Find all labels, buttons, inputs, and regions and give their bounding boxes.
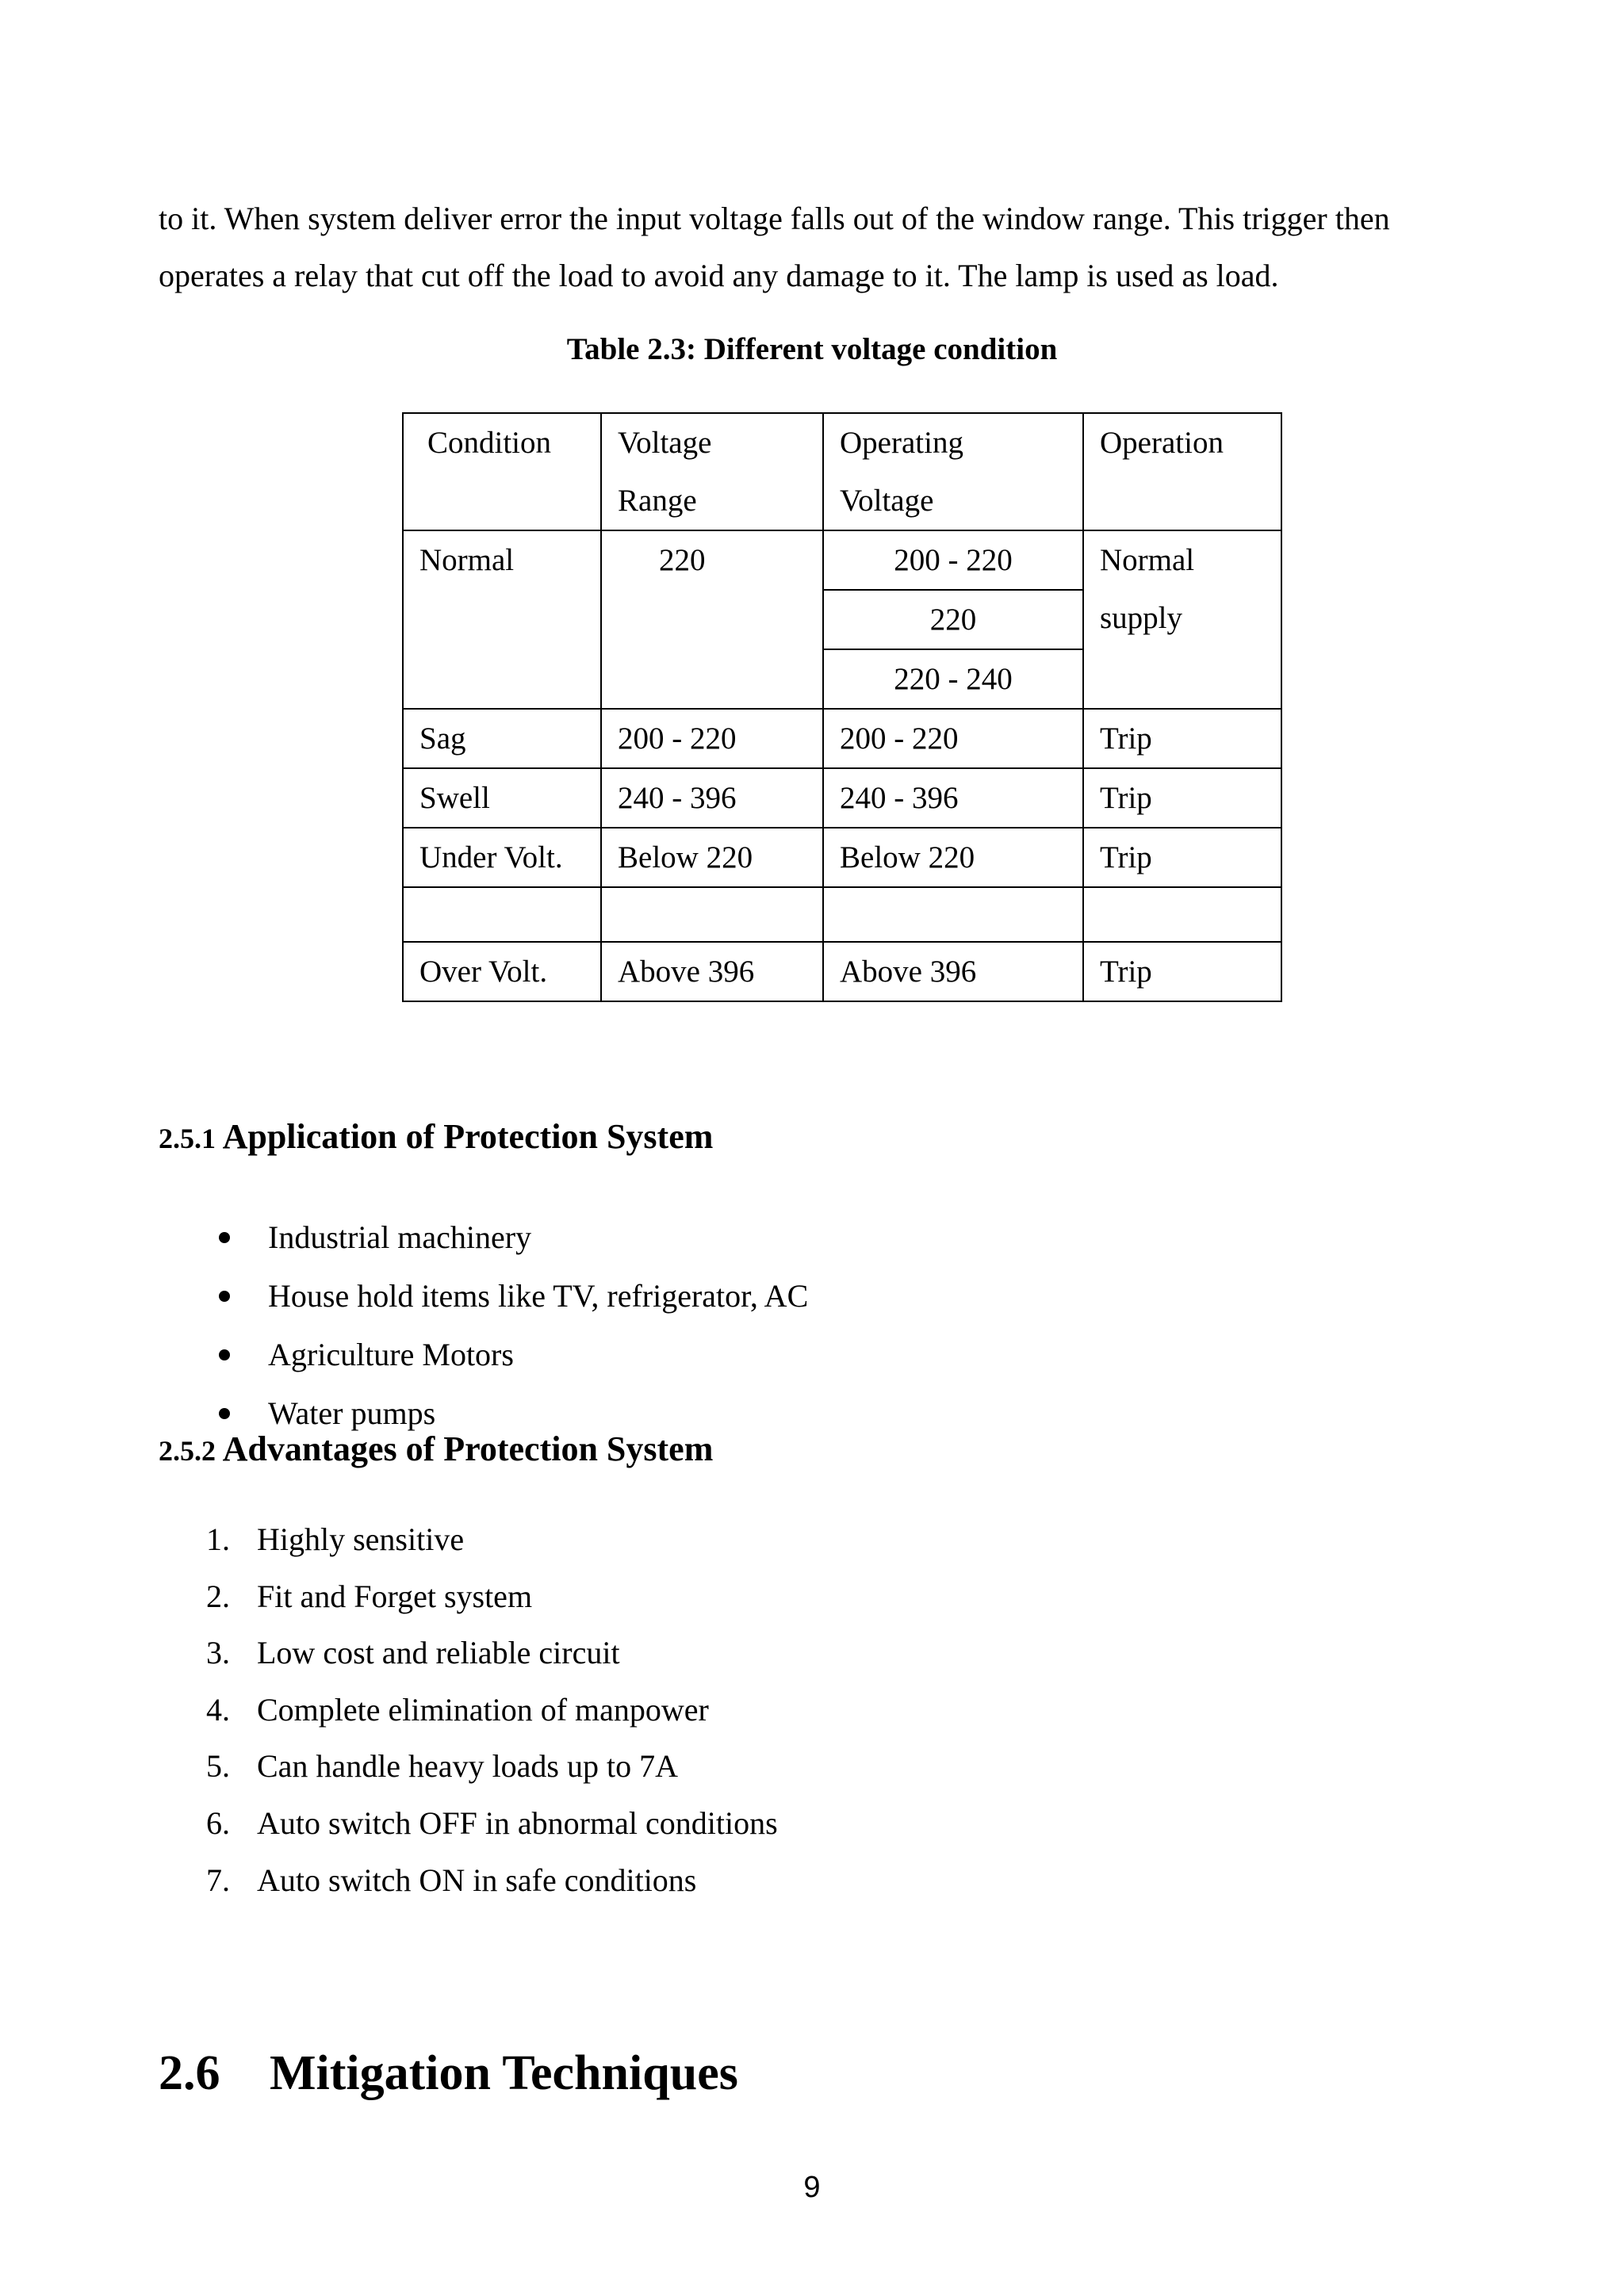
body-paragraph	[159, 190, 1475, 304]
header-voltage-range: Voltage Range	[601, 413, 823, 530]
table-caption: Table 2.3: Different voltage condition	[566, 332, 1058, 366]
advantages-list	[159, 1511, 778, 1908]
list-item: Agriculture Motors	[159, 1326, 808, 1384]
table-header-row	[403, 413, 1281, 530]
cell-operation: Trip	[1083, 709, 1281, 768]
table-row	[403, 828, 1281, 887]
cell-voltage-range	[601, 887, 823, 942]
cell-voltage-range: 220	[601, 530, 823, 709]
section-number: 2.5.1	[159, 1123, 216, 1154]
list-item: Water pumps	[159, 1384, 808, 1443]
bullet-icon	[219, 1232, 230, 1243]
cell-operating-voltage: Above 396	[823, 942, 1083, 1001]
cell-operating-voltage: 200 - 220	[823, 530, 1083, 590]
section-heading-2-5-1	[159, 1116, 713, 1157]
list-item: 4. Complete elimination of manpower	[206, 1691, 709, 1728]
cell-operation: Normal supply	[1083, 530, 1281, 709]
section-number: 2.5.2	[159, 1435, 216, 1467]
list-item: 2. Fit and Forget system	[206, 1578, 533, 1614]
cell-condition: Swell	[403, 768, 601, 828]
header-operation: Operation	[1083, 413, 1281, 530]
section-heading-2-5-2	[159, 1429, 713, 1469]
list-item: 5. Can handle heavy loads up to 7A	[206, 1748, 678, 1785]
section-number: 2.6	[159, 2046, 220, 2100]
cell-operating-voltage	[823, 887, 1083, 942]
cell-voltage-range: Below 220	[601, 828, 823, 887]
cell-operating-voltage: Below 220	[823, 828, 1083, 887]
bullet-icon	[219, 1349, 230, 1360]
cell-operation: Trip	[1083, 768, 1281, 828]
cell-condition	[403, 887, 601, 942]
cell-condition: Sag	[403, 709, 601, 768]
table-row	[403, 768, 1281, 828]
cell-condition: Over Volt.	[403, 942, 601, 1001]
list-item: 3. Low cost and reliable circuit	[206, 1635, 620, 1671]
page-number: 9	[803, 2171, 821, 2204]
cell-operating-voltage: 220 - 240	[823, 649, 1083, 709]
list-item: 7. Auto switch ON in safe conditions	[206, 1862, 697, 1898]
cell-operation: Trip	[1083, 942, 1281, 1001]
header-operating-voltage: Operating Voltage	[823, 413, 1083, 530]
cell-operating-voltage: 200 - 220	[823, 709, 1083, 768]
cell-operation	[1083, 887, 1281, 942]
table-row	[403, 942, 1281, 1001]
cell-voltage-range: Above 396	[601, 942, 823, 1001]
list-item: Industrial machinery	[159, 1208, 808, 1267]
cell-voltage-range: 200 - 220	[601, 709, 823, 768]
application-list	[159, 1208, 808, 1443]
cell-operating-voltage: 220	[823, 590, 1083, 649]
bullet-icon	[219, 1291, 230, 1302]
cell-operating-voltage: 240 - 396	[823, 768, 1083, 828]
paragraph-line: operates a relay that cut off the load to avoid any damage to it. The lamp is used as load.	[159, 258, 1279, 293]
section-title: Application of Protection System	[222, 1117, 714, 1156]
section-title: Mitigation Techniques	[270, 2046, 738, 2100]
cell-operation: Trip	[1083, 828, 1281, 887]
list-item: House hold items like TV, refrigerator, AC	[159, 1267, 808, 1326]
section-title: Advantages of Protection System	[222, 1429, 714, 1468]
table-row-empty	[403, 887, 1281, 942]
paragraph-line: to it. When system deliver error the input voltage falls out of the window range. This trigger then	[159, 201, 1390, 236]
cell-condition: Under Volt.	[403, 828, 601, 887]
list-item: 1. Highly sensitive	[206, 1521, 465, 1557]
table-row	[403, 709, 1281, 768]
section-heading-2-6	[159, 2045, 738, 2102]
bullet-icon	[219, 1408, 230, 1419]
list-item: 6. Auto switch OFF in abnormal conditions	[206, 1804, 778, 1841]
voltage-condition-table	[402, 412, 1282, 1002]
cell-voltage-range: 240 - 396	[601, 768, 823, 828]
table-row	[403, 530, 1281, 590]
cell-condition: Normal	[403, 530, 601, 709]
header-condition: Condition	[403, 413, 601, 530]
